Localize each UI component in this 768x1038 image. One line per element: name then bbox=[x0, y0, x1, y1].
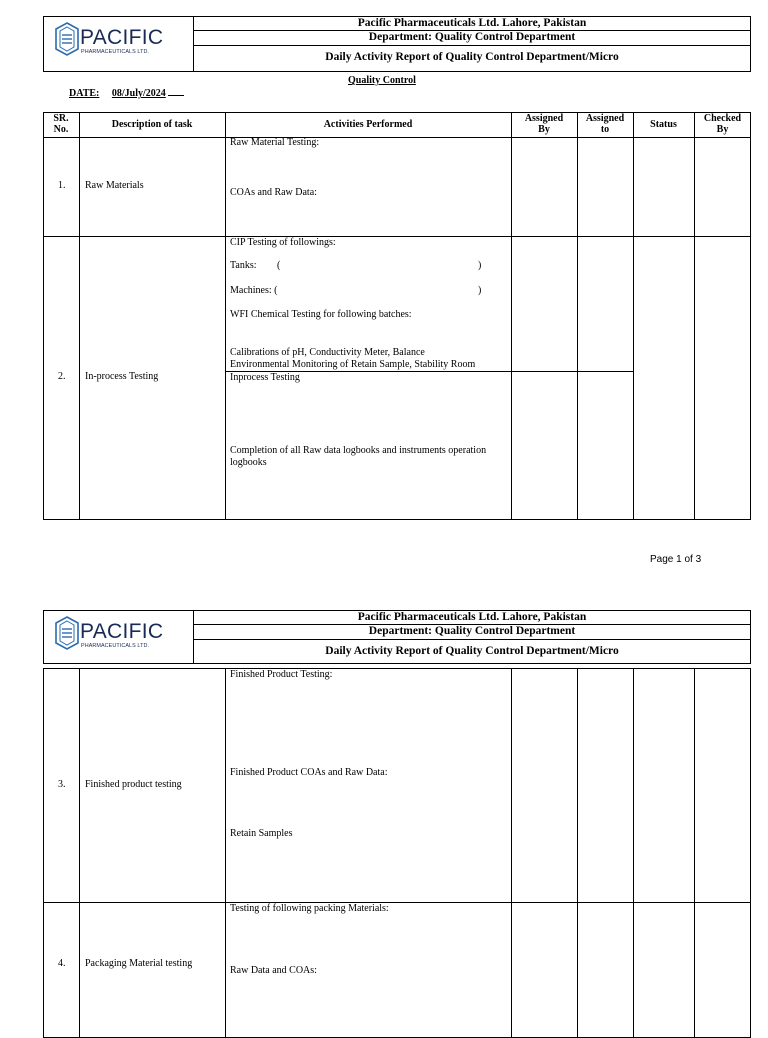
logo-subtitle: PHARMACEUTICALS LTD. bbox=[81, 643, 150, 649]
report-title: Daily Activity Report of Quality Control Department/Micro bbox=[325, 51, 619, 63]
col-assigned-to: Assigned to bbox=[585, 113, 625, 135]
row-1-sr: 1. bbox=[58, 180, 66, 191]
row-2-activity: ) bbox=[478, 285, 482, 296]
row-2-activity: ( bbox=[277, 260, 281, 271]
row-2-activity: Inprocess Testing bbox=[230, 372, 300, 383]
page-number: Page 1 of 3 bbox=[650, 554, 702, 565]
row-2-activity: Environmental Monitoring of Retain Sample, Stability Room bbox=[230, 359, 476, 370]
company-line: Pacific Pharmaceuticals Ltd. Lahore, Pakistan bbox=[357, 17, 587, 29]
logo-subtitle: PHARMACEUTICALS LTD. bbox=[81, 49, 150, 55]
department-line: Department: Quality Control Department bbox=[368, 31, 576, 43]
row-1-activity: Raw Material Testing: bbox=[230, 137, 320, 148]
company-logo bbox=[55, 22, 185, 60]
row-3-task: Finished product testing bbox=[85, 779, 182, 790]
hexagon-logo-icon bbox=[55, 616, 79, 650]
row-2-activity: Machines: ( bbox=[230, 285, 278, 296]
row-4-task: Packaging Material testing bbox=[85, 958, 193, 969]
col-sr-no: SR. No. bbox=[53, 113, 69, 135]
row-3-activity: Finished Product COAs and Raw Data: bbox=[230, 767, 388, 778]
col-assigned-by: Assigned By bbox=[524, 113, 564, 135]
row-2-task: In-process Testing bbox=[85, 371, 159, 382]
company-line: Pacific Pharmaceuticals Ltd. Lahore, Pakistan bbox=[357, 611, 587, 623]
date-label: DATE: bbox=[69, 88, 100, 99]
logo-name: PACIFIC bbox=[80, 26, 164, 49]
row-4-activity: Testing of following packing Materials: bbox=[230, 903, 389, 914]
row-2-activity: ) bbox=[478, 260, 482, 271]
row-2-activity: logbooks bbox=[230, 457, 267, 468]
row-2-activity: Completion of all Raw data logbooks and instruments operation bbox=[230, 445, 487, 456]
company-logo bbox=[55, 616, 185, 654]
row-1-activity: COAs and Raw Data: bbox=[230, 187, 317, 198]
row-2-activity: Calibrations of pH, Conductivity Meter, Balance bbox=[230, 347, 425, 358]
row-2-sr: 2. bbox=[58, 371, 66, 382]
logo-name: PACIFIC bbox=[80, 620, 164, 643]
row-4-sr: 4. bbox=[58, 958, 66, 969]
col-activities: Activities Performed bbox=[323, 119, 413, 130]
col-checked-by: Checked By bbox=[703, 113, 742, 135]
col-description: Description of task bbox=[111, 119, 193, 130]
department-line: Department: Quality Control Department bbox=[368, 625, 576, 637]
row-2-activity: WFI Chemical Testing for following batches: bbox=[230, 309, 412, 320]
col-status: Status bbox=[650, 119, 677, 130]
activity-table bbox=[43, 668, 751, 1038]
row-3-activity: Retain Samples bbox=[230, 828, 293, 839]
row-4-activity: Raw Data and COAs: bbox=[230, 965, 317, 976]
date-line bbox=[69, 87, 184, 100]
report-title: Daily Activity Report of Quality Control Department/Micro bbox=[325, 645, 619, 657]
section-title: Quality Control bbox=[348, 75, 416, 86]
row-2-activity: CIP Testing of followings: bbox=[230, 237, 336, 248]
row-2-activity: Tanks: bbox=[230, 260, 257, 271]
hexagon-logo-icon bbox=[55, 22, 79, 56]
date-value: 08/July/2024 bbox=[111, 88, 166, 99]
row-3-sr: 3. bbox=[58, 779, 66, 790]
row-1-task: Raw Materials bbox=[85, 180, 144, 191]
row-3-activity: Finished Product Testing: bbox=[230, 669, 333, 680]
